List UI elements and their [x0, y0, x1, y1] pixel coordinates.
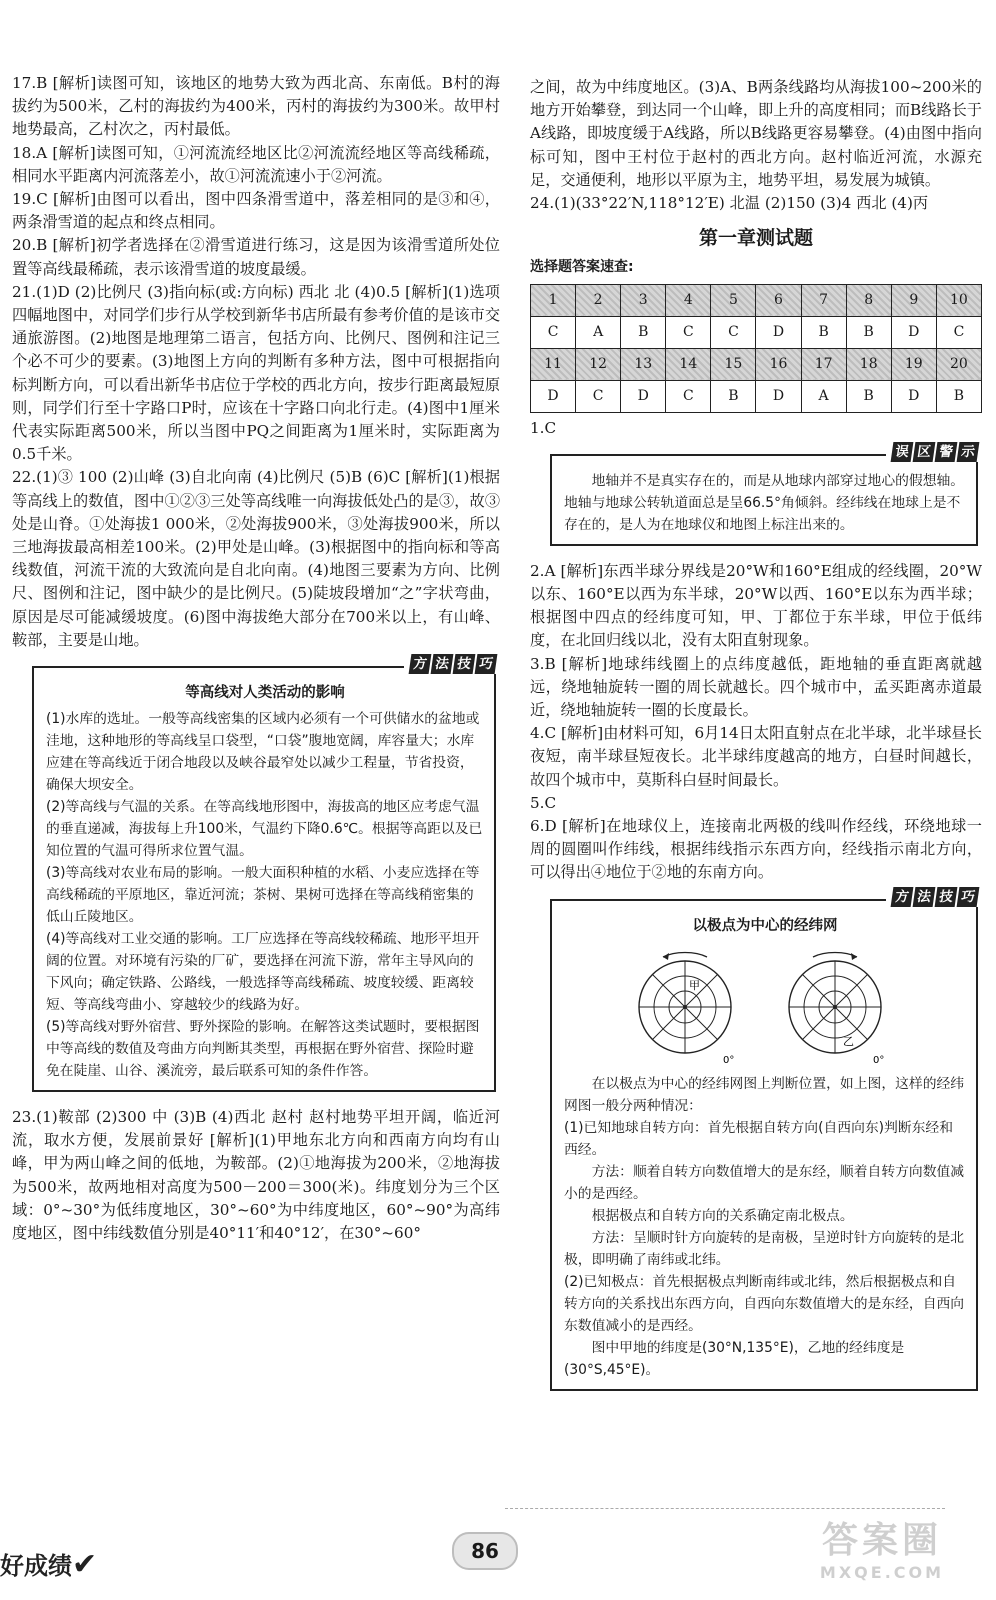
watermark-logo: 答案圈: [821, 1520, 942, 1561]
table-cell: 1: [531, 284, 576, 316]
tag-char: 方: [409, 654, 432, 674]
tag-char: 区: [913, 442, 936, 462]
table-cell: B: [621, 316, 666, 348]
point-label: 甲: [689, 978, 700, 992]
table-row: [531, 380, 982, 412]
warning-tag: [886, 442, 978, 462]
brand-footer: [0, 1546, 97, 1582]
watermark: [782, 1512, 982, 1592]
answer-21: 21.(1)D (2)比例尺 (3)指向标(或:方向标) 西北 北 (4)0.5 [解析](1)选项四幅地图中，对同学们步行从学校到新华书店所最有参考价值的是该市交通旅游图。(2)地图是地理第二语言，包括方向、比例尺、图例和注记三个必不可少的要素。(3)地图上方向的判断有多种方法，图中可根据指向标判断方向，可以看出新华书店位于学校的西北方向，按步行距离最短原则，同学们行至十字路口P时，应该在十字路口向北行走。(4)图中1厘米代表实际距离500米，所以当图中PQ之间距离为1厘米时，实际距离为0.5千米。: [12, 282, 500, 464]
table-cell: 5: [711, 284, 756, 316]
answer-18: 18.A [解析]读图可知，①河流流经地区比②河流流经地区等高线稀疏，相同水平距离内河流落差小，故①河流流速小于②河流。: [12, 143, 500, 185]
south-polar-grid-figure: [785, 945, 895, 1065]
table-cell: A: [576, 316, 621, 348]
answer-q3: 3.B [解析]地球纬线圈上的点纬度越低，距地轴的垂直距离就越远，绕地轴旋转一圈的周长就越长。四个城市中，孟买距离赤道最近，绕地轴旋转一圈的长度最长。: [530, 654, 982, 720]
tips-item: 方法：呈顺时针方向旋转的是南极，呈逆时针方向旋转的是北极，即明确了南纬或北纬。: [564, 1229, 965, 1268]
tips-item: (1)水库的选址。一般等高线密集的区域内必须有一个可供储水的盆地或洼地，这种地形的等高线呈口袋型，“口袋”腹地宽阔，库容量大；水库应建在等高线近于闭合地段以及峡谷最窄处以减少工程量，节省投资，确保大坝安全。: [46, 711, 480, 794]
table-cell: 4: [666, 284, 711, 316]
left-column: [12, 72, 500, 1245]
table-cell: B: [801, 316, 846, 348]
table-cell: 9: [891, 284, 936, 316]
chapter-title: 第一章测试题: [698, 227, 813, 250]
answer-q2: 2.A [解析]东西半球分界线是20°W和160°E组成的经线圈，20°W以东、160°E以西为东半球，20°W以西、160°E以东为西半球；根据图中四点的经纬度可知，甲、丁都位于东半球，甲位于低纬度，在北回归线以北，没有太阳直射现象。: [530, 561, 982, 650]
table-cell: 15: [711, 348, 756, 380]
answer-q4: 4.C [解析]由材料可知，6月14日太阳直射点在北半球，北半球昼长夜短，南半球昼短夜长。北半球纬度越高的地方，白昼时间越长，故四个城市中，莫斯科白昼时间最长。: [530, 724, 982, 789]
tag-char: 示: [957, 442, 980, 462]
misconception-warning-box: [550, 443, 978, 546]
table-cell: D: [621, 380, 666, 412]
table-row: [531, 348, 982, 380]
table-cell: D: [891, 380, 936, 412]
footer-rule: [505, 1508, 945, 1509]
table-cell: C: [936, 316, 981, 348]
table-cell: 17: [801, 348, 846, 380]
table-cell: C: [666, 316, 711, 348]
answer-q5: 5.C: [530, 793, 557, 812]
answer-22: 22.(1)③ 100 (2)山峰 (3)自北向南 (4)比例尺 (5)B (6)C [解析](1)根据等高线上的数值，图中①②③三处等高线唯一向海拔低处凸的是③，故③处是山脊。①处海拔1 000米，②处海拔900米，③处海拔900米，所以三地海拔最高相差100米。(2)甲处是山峰。(3)根据图中的指向标和等高线数值，河流干流的大致流向是自北向南。(4)地图三要素为方向、比例尺、图例和注记，图中缺少的是比例尺。(5)陡坡段增加“之”字状弯曲，原因是尽可能减缓坡度。(6)图中海拔绝大部分在700米以上，有山峰、鞍部，主要是山地。: [12, 468, 500, 649]
meridian-label: 0°: [723, 1054, 735, 1065]
answer-20: 20.B [解析]初学者选择在②滑雪道进行练习，这是因为该滑雪道所处位置等高线最稀疏，表示该滑雪道的坡度最缓。: [12, 236, 500, 278]
answer-table: [530, 284, 982, 413]
table-cell: D: [756, 380, 801, 412]
table-cell: A: [801, 380, 846, 412]
table-cell: 6: [756, 284, 801, 316]
tag-char: 法: [431, 654, 454, 674]
table-cell: 13: [621, 348, 666, 380]
table-cell: 20: [936, 348, 981, 380]
tips-item: (2)已知极点：首先根据极点判断南纬或北纬，然后根据极点和自转方向的关系找出东西方向，自西向东数值增大的是东经，自西向东数值减小的是西经。: [564, 1273, 965, 1334]
tips-item: (5)等高线对野外宿营、野外探险的影响。在解答这类试题时，要根据图中等高线的数值及弯曲方向判断其类型，再根据在野外宿营、探险时避免在陡崖、山谷、溪流旁，最后联系可知的条件作答。: [46, 1019, 480, 1080]
table-cell: 7: [801, 284, 846, 316]
point-label: 乙: [843, 1034, 854, 1048]
polar-grid-title: 以极点为中心的经纬网: [692, 917, 838, 934]
polar-grid-tips-box: [550, 888, 978, 1391]
answer-19: 19.C [解析]由图可以看出，图中四条滑雪道中，落差相同的是③和④，两条滑雪道的起点和终点相同。: [12, 190, 500, 232]
table-cell: 10: [936, 284, 981, 316]
tag-char: 巧: [475, 654, 498, 674]
table-cell: 12: [576, 348, 621, 380]
brand-text: 好成绩: [0, 1552, 72, 1580]
answer-q1: 1.C: [530, 418, 557, 437]
table-cell: C: [576, 380, 621, 412]
tips-item: 根据极点和自转方向的关系确定南北极点。: [591, 1207, 854, 1224]
right-column: [530, 76, 982, 1405]
warning-text: 地轴并不是真实存在的，而是从地球内部穿过地心的假想轴。地轴与地球公转轨道面总是呈66.5°角倾斜。经纬线在地球上是不存在的，是人为在地球仪和地图上标注出来的。: [564, 472, 965, 533]
tips-item: 方法：顺着自转方向数值增大的是东经，顺着自转方向数值减小的是西经。: [564, 1163, 965, 1202]
table-cell: B: [846, 380, 891, 412]
watermark-url: MXQE.COM: [819, 1563, 945, 1582]
table-cell: D: [891, 316, 936, 348]
table-row: [531, 316, 982, 348]
tips-item: (1)已知地球自转方向：首先根据自转方向(自西向东)判断东经和西经。: [564, 1119, 954, 1158]
table-cell: 11: [531, 348, 576, 380]
answer-q6: 6.D [解析]在地球仪上，连接南北两极的线叫作经线，环绕地球一周的圆圈叫作纬线，根据纬线指示东西方向，经线指示南北方向，可以得出④地位于②地的东南方向。: [530, 817, 982, 882]
method-tips-title: 等高线对人类活动的影响: [185, 685, 345, 702]
table-cell: B: [936, 380, 981, 412]
tips-item: 图中甲地的纬度是(30°N,135°E)，乙地的经纬度是(30°S,45°E)。: [564, 1339, 905, 1378]
table-cell: B: [846, 316, 891, 348]
tag-char: 误: [891, 442, 914, 462]
table-cell: D: [756, 316, 801, 348]
method-tips-tag: [886, 887, 978, 907]
table-cell: 16: [756, 348, 801, 380]
table-cell: 8: [846, 284, 891, 316]
table-row: [531, 284, 982, 316]
answer-23-continued: 之间，故为中纬度地区。(3)A、B两条线路均从海拔100~200米的地方开始攀登，到达同一个山峰，即上升的高度相同；而B线路长于A线路，即坡度缓于A线路，所以B线路更容易攀登。(4)由图中指向标可知，图中王村位于赵村的西北方向。赵村临近河流，水源充足，交通便利，地形以平原为主，地势平坦，易发展为城镇。: [530, 78, 982, 189]
page-number: 86: [452, 1532, 518, 1570]
table-cell: 3: [621, 284, 666, 316]
meridian-label: 0°: [873, 1054, 885, 1065]
table-cell: B: [711, 380, 756, 412]
tag-char: 技: [453, 654, 476, 674]
answer-17: 17.B [解析]读图可知，该地区的地势大致为西北高、东南低。B村的海拔约为500米，乙村的海拔约为400米，丙村的海拔约为300米。故甲村地势最高，乙村次之，丙村最低。: [12, 74, 500, 139]
table-cell: C: [711, 316, 756, 348]
table-cell: 2: [576, 284, 621, 316]
tag-char: 法: [913, 887, 936, 907]
north-polar-grid-figure: [635, 945, 745, 1065]
table-cell: 18: [846, 348, 891, 380]
tag-char: 技: [935, 887, 958, 907]
polar-grid-figures: [564, 945, 966, 1065]
answer-24: 24.(1)(33°22′N,118°12′E) 北温 (2)150 (3)4 西北 (4)丙: [530, 194, 929, 213]
table-cell: C: [666, 380, 711, 412]
tips-item: (4)等高线对工业交通的影响。工厂应选择在等高线较稀疏、地形平坦开阔的位置。对环境有污染的厂矿，要选择在河流下游，常年主导风向的下风向；确定铁路、公路线，一般选择等高线稀疏、坡度较缓、距离较短、等高线弯曲小、穿越较少的线路为好。: [46, 931, 480, 1014]
table-cell: 19: [891, 348, 936, 380]
table-cell: C: [531, 316, 576, 348]
table-cell: 14: [666, 348, 711, 380]
check-icon: ✔: [72, 1547, 98, 1582]
tips-item: (3)等高线对农业布局的影响。一般大面积种植的水稻、小麦应选择在等高线稀疏的平原地区，靠近河流；茶树、果树可选择在等高线稍密集的低山丘陵地区。: [46, 865, 480, 926]
answer-23: 23.(1)鞍部 (2)300 中 (3)B (4)西北 赵村 赵村地势平坦开阔，临近河流，取水方便，发展前景好 [解析](1)甲地东北方向和西南方向均有山峰，甲为两山峰之间的低地，为鞍部。(2)①地海拔为200米，②地海拔为500米，故两地相对高度为500－200＝300(米)。纬度划分为三个区域：0°~30°为低纬度地区，30°~60°为中纬度地区，60°~90°为高纬度地区，图中纬线数值分别是40°11′和40°12′，在30°~60°: [12, 1108, 500, 1243]
method-tips-tag: [404, 654, 496, 674]
quick-answer-label: 选择题答案速查:: [530, 259, 634, 276]
table-cell: D: [531, 380, 576, 412]
tag-char: 巧: [957, 887, 980, 907]
tips-item: (2)等高线与气温的关系。在等高线地形图中，海拔高的地区应考虑气温的垂直递减，海拔每上升100米，气温约下降0.6℃。根据等高距以及已知位置的气温可得所求位置气温。: [46, 799, 483, 860]
tag-char: 方: [891, 887, 914, 907]
tag-char: 警: [935, 442, 958, 462]
method-tips-box: [32, 656, 496, 1092]
tips-item: 在以极点为中心的经纬网图上判断位置，如上图，这样的经纬网图一般分两种情况：: [564, 1075, 965, 1114]
